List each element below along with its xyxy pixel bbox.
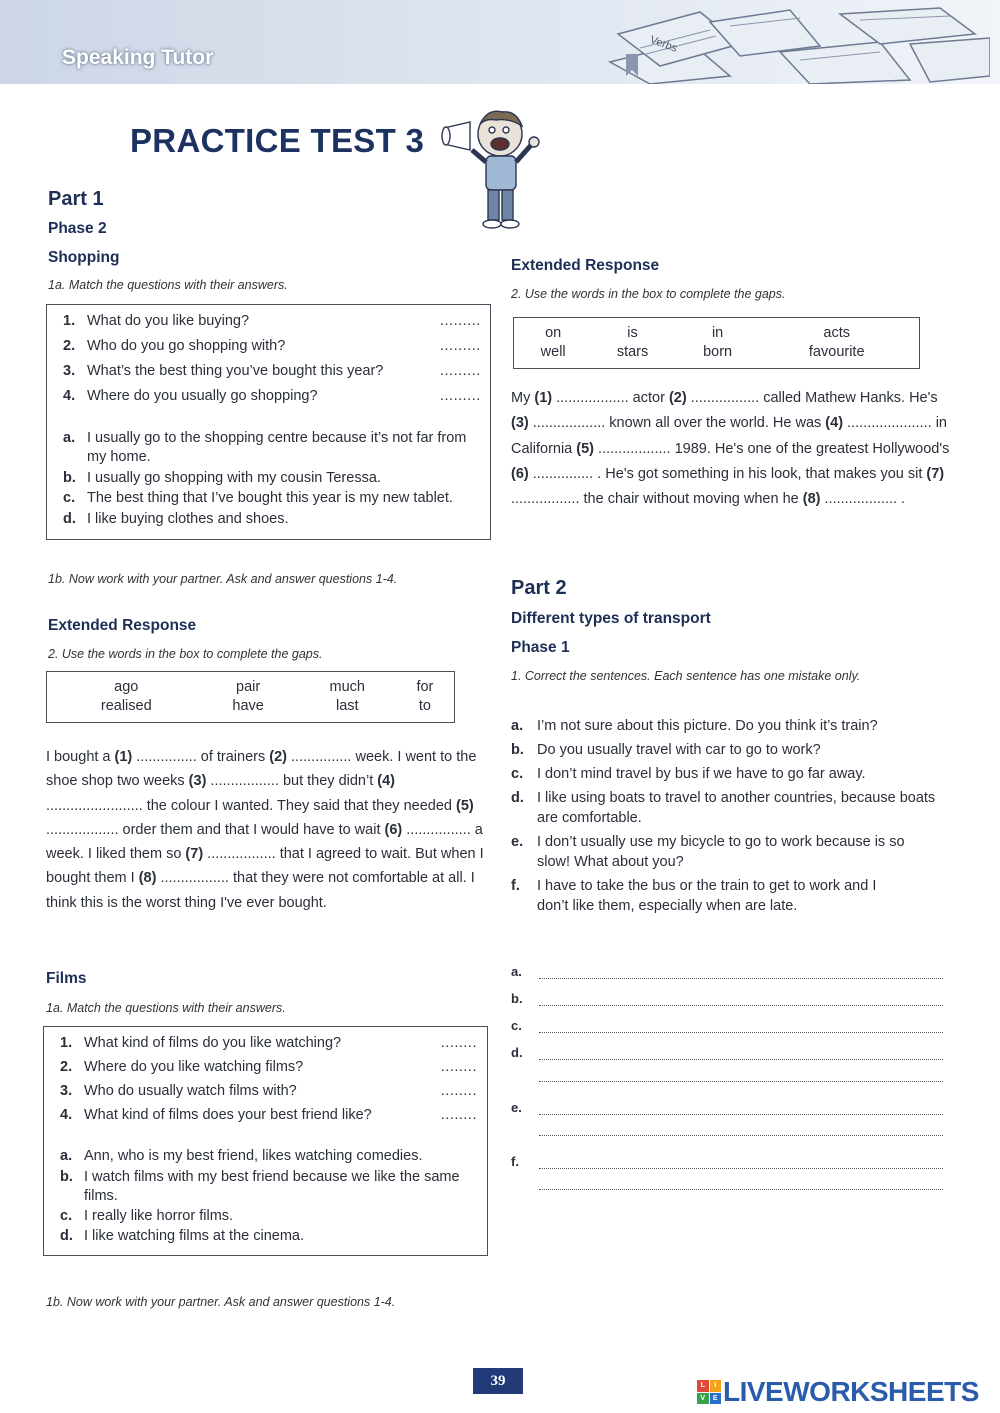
correct-instruction: 1. Correct the sentences. Each sentence has one mistake only. [511,669,861,683]
gap-number: (2) [668,390,687,406]
word: born [703,343,733,360]
word: favourite [808,343,865,360]
answer-blank[interactable]: ........ [440,1035,477,1051]
logo-icon: L I V E [697,1380,721,1404]
right-extended-response-title: Extended Response [511,257,660,274]
book-label: Verbs [648,33,679,55]
word: much [329,678,365,695]
answer-row: c. The best thing that I’ve bought this year is my new tablet. [63,490,453,506]
gap-number: (4) [377,773,395,790]
word: well [540,343,566,360]
answer-blank[interactable]: ........ [440,1059,477,1075]
sentence-row: a. I’m not sure about this picture. Do you think it’s train? [511,718,878,734]
gap-number: (6) [511,465,529,482]
part2-phase: Phase 1 [511,639,570,656]
gap-number: (3) [188,773,207,790]
gap-number: (7) [926,465,945,482]
word-box-actor [513,317,920,369]
gap-instruction: 2. Use the words in the box to complete the gaps. [48,647,323,661]
word: stars [616,343,649,360]
answer-line-a[interactable]: a. [511,964,943,979]
shopping-gap-paragraph[interactable]: I bought a (1) ............... of trainers (2) ............... week. I went to the shoe shop two weeks (3) ................. but they didn’t (4) ........................ the colour I wanted. They said that they needed (5) .................. order them and that I would have to wait (6) ................ a week. I liked them so (7) ................. that I agreed to wait. But when I bought them I (8) ................. that they were not comfortable at all. I think this is the worst thing I've ever bought. [46,749,484,911]
answer-row: b. I usually go shopping with my cousin Teressa. [63,470,381,486]
part2-topic: Different types of transport [511,610,711,627]
answer-row: d. I like watching films at the cinema. [60,1228,305,1244]
gap-number: (6) [384,821,403,838]
topic-shopping: Shopping [48,249,120,266]
word: realised [100,697,152,714]
answer-row: d. I like buying clothes and shoes. [63,511,289,527]
sentence-row: f. I have to take the bus or the train to get to work and I don’t like them, especially when are late. [511,878,877,914]
sentence-row: c. I don’t mind travel by bus if we have to go far away. [511,766,866,782]
topic-films: Films [46,970,87,987]
page-number: 39 [473,1368,523,1394]
brand-text: LIVEWORKSHEETS [723,1376,979,1407]
answer-line-e[interactable]: e. [511,1100,943,1115]
gap-number: (2) [269,749,287,765]
question-row: 3. What’s the best thing you’ve bought this year? ......... [63,363,481,379]
gap-number: (7) [185,846,204,863]
sentence-row: d. I like using boats to travel to another countries, because boats are comfortable. [511,790,936,826]
films-pair-instruction: 1b. Now work with your partner. Ask and answer questions 1-4. [46,1295,396,1309]
films-match-box [43,1026,488,1256]
gap-number: (1) [534,390,553,406]
word: last [335,697,359,714]
boy-megaphone-illustration [440,104,550,244]
answer-line-c[interactable]: c. [511,1018,943,1033]
sentence-row: e. I don’t usually use my bicycle to go to work because is so slow! What about you? [511,834,905,870]
word: on [545,324,562,341]
series-title: Speaking Tutor [62,46,214,69]
answer-blank[interactable]: ........ [440,1107,477,1123]
question-row: 3. Who do usually watch films with? ........ [60,1083,477,1099]
part1-title: Part 1 [48,188,104,210]
header-banner [0,0,1000,84]
answer-blank[interactable]: ......... [440,388,481,404]
match-instruction: 1a. Match the questions with their answers. [48,278,288,292]
answer-row: c. I really like horror films. [60,1208,234,1224]
gap-number: (5) [576,440,595,457]
question-row: 1. What do you like buying? ......... [63,313,481,329]
liveworksheets-logo[interactable] [697,1376,979,1408]
page-title: PRACTICE TEST 3 [130,122,425,159]
answer-row: a. Ann, who is my best friend, likes watching comedies. [60,1148,423,1164]
actor-gap-paragraph[interactable]: My (1) .................. actor (2) ................. called Mathew Hanks. He's (3) .................. known all over the world. He was (4) ..................... in California (5) .................. 1989. He's one of the greatest Hollywood's (6) ............... . He's got something in his look, that makes you sit (7) ................. the chair without moving when he (8) .................. . [511,390,950,508]
answer-row: a. I usually go to the shopping centre because it’s not far from my home. [63,430,467,465]
part2-title: Part 2 [511,577,567,599]
answer-row: b. I watch films with my best friend because we like the same films. [60,1169,460,1204]
word: have [232,697,264,714]
gap-number: (5) [456,797,474,814]
answer-line-f-cont[interactable] [539,1181,943,1190]
right-gap-instruction: 2. Use the words in the box to complete the gaps. [511,287,786,301]
word: for [416,678,434,695]
gap-number: (8) [802,491,821,508]
phase-label: Phase 2 [48,220,107,237]
gap-number: (8) [138,870,157,887]
answer-line-b[interactable]: b. [511,991,943,1006]
pair-instruction: 1b. Now work with your partner. Ask and answer questions 1-4. [48,572,398,586]
question-row: 4. Where do you usually go shopping? ......... [63,388,481,404]
question-row: 1. What kind of films do you like watching? ........ [60,1035,477,1051]
word: pair [236,678,261,695]
sentence-row: b. Do you usually travel with car to go to work? [511,742,821,758]
word: in [711,324,724,341]
films-match-instruction: 1a. Match the questions with their answers. [46,1001,286,1015]
question-row: 2. Who do you go shopping with? ......... [63,338,481,354]
answer-blank[interactable]: ........ [440,1083,477,1099]
gap-number: (4) [825,415,844,432]
gap-number: (1) [114,749,133,765]
answer-blank[interactable]: ......... [440,338,481,354]
word: ago [114,678,139,695]
word: to [418,697,431,714]
word: acts [823,324,851,341]
answer-line-e-cont[interactable] [539,1127,943,1136]
question-row: 4. What kind of films does your best friend like? ........ [60,1107,477,1123]
answer-blank[interactable]: ......... [440,313,481,329]
gap-number: (3) [511,415,529,432]
word-box-shopping [46,671,455,723]
word: is [627,324,638,341]
answer-blank[interactable]: ......... [440,363,481,379]
shopping-match-box [46,304,491,540]
answer-line-d[interactable]: d. [511,1045,943,1060]
answer-line-d-cont[interactable] [539,1073,943,1082]
answer-line-f[interactable]: f. [511,1154,943,1169]
books-illustration [580,4,990,84]
extended-response-title: Extended Response [48,617,197,634]
question-row: 2. Where do you like watching films? ........ [60,1059,477,1075]
